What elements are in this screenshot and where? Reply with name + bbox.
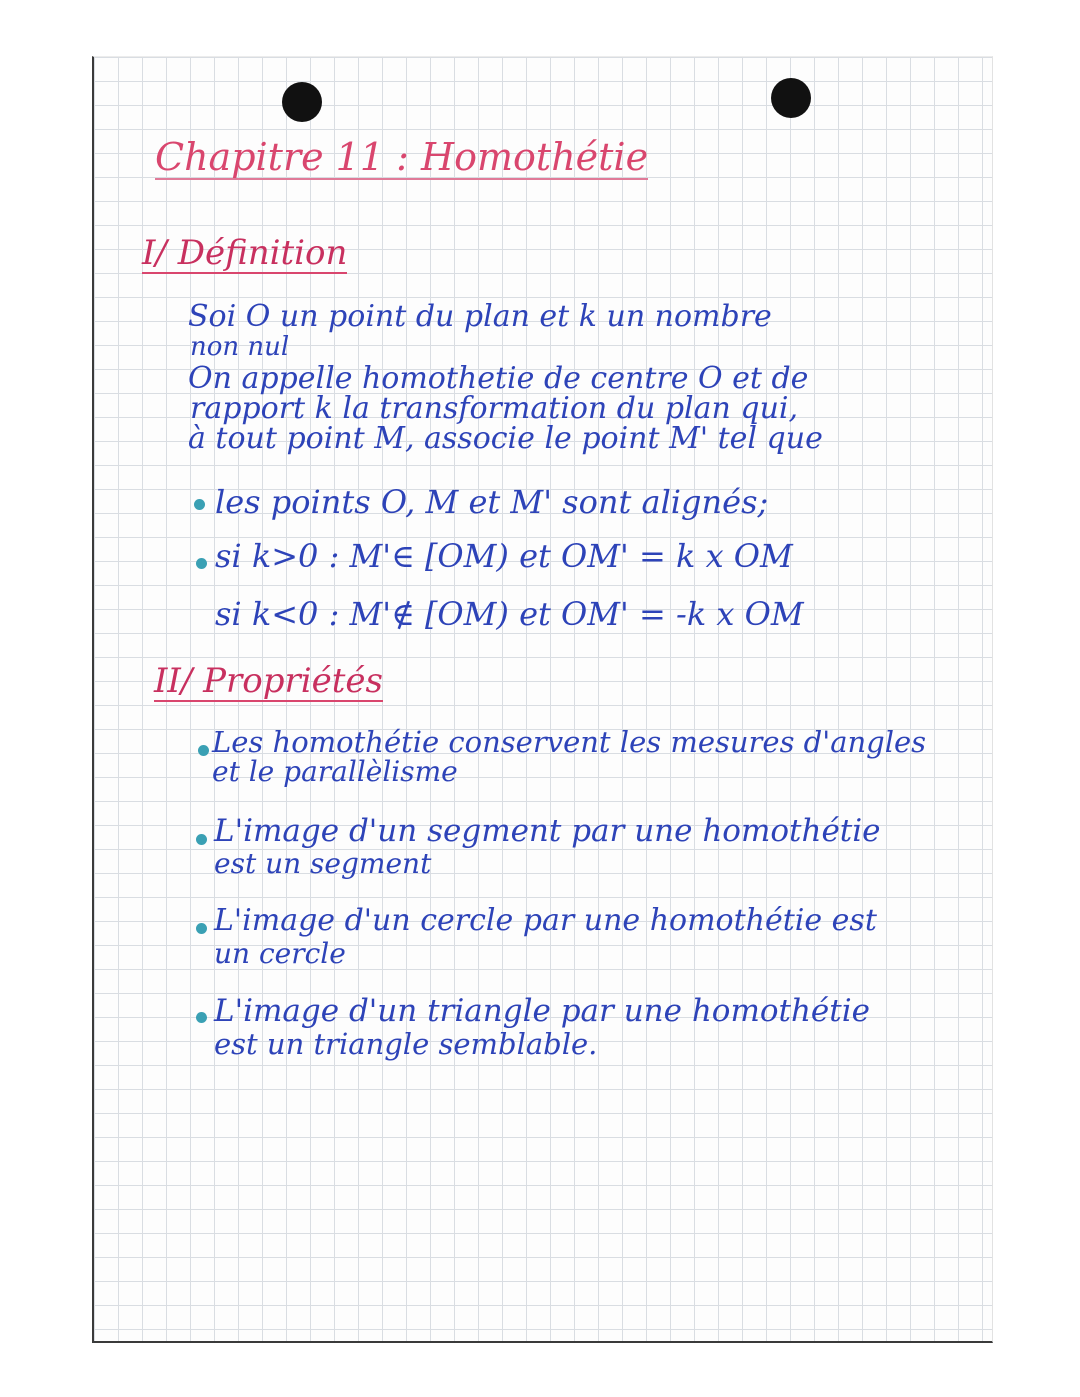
bullet-dot [198,745,209,756]
property-2-line-1: L'image d'un segment par une homothétie [214,813,881,849]
definition-line-2: non nul [190,332,290,362]
property-1-line-2: et le parallèlisme [212,755,458,788]
property-4-line-1: L'image d'un triangle par une homothétie [214,993,870,1029]
property-1-line-1: Les homothétie conservent les mesures d'angles [212,725,927,759]
bullet-dot [196,923,207,934]
section-heading-proprietes: II/ Propriétés [154,661,383,701]
property-3-line-2: un cercle [214,937,346,970]
definition-continuation: si k<0 : M'∉ [OM) et OM' = -k x OM [215,595,804,633]
property-3-line-1: L'image d'un cercle par une homothétie est [214,903,877,938]
punch-hole-left [282,82,322,122]
definition-line-5: à tout point M, associe le point M' tel que [188,421,823,456]
chapter-title: Chapitre 11 : Homothétie [155,135,649,179]
definition-bullet-1: les points O, M et M' sont alignés; [215,483,769,521]
section-heading-definition: I/ Définition [142,233,348,273]
punch-hole-right [771,78,811,118]
definition-line-3: On appelle homothetie de centre O et de [188,361,809,396]
definition-line-4: rapport k la transformation du plan qui, [190,391,799,426]
definition-line-1: Soi O un point du plan et k un nombre [188,299,772,334]
property-2-line-2: est un segment [214,847,432,880]
property-4-line-2: est un triangle semblable. [214,1027,598,1061]
bullet-dot [196,1012,207,1023]
bullet-dot [196,558,207,569]
bullet-dot [196,834,207,845]
bullet-dot [194,499,205,510]
definition-bullet-2: si k>0 : M'∈ [OM) et OM' = k x OM [215,537,793,575]
